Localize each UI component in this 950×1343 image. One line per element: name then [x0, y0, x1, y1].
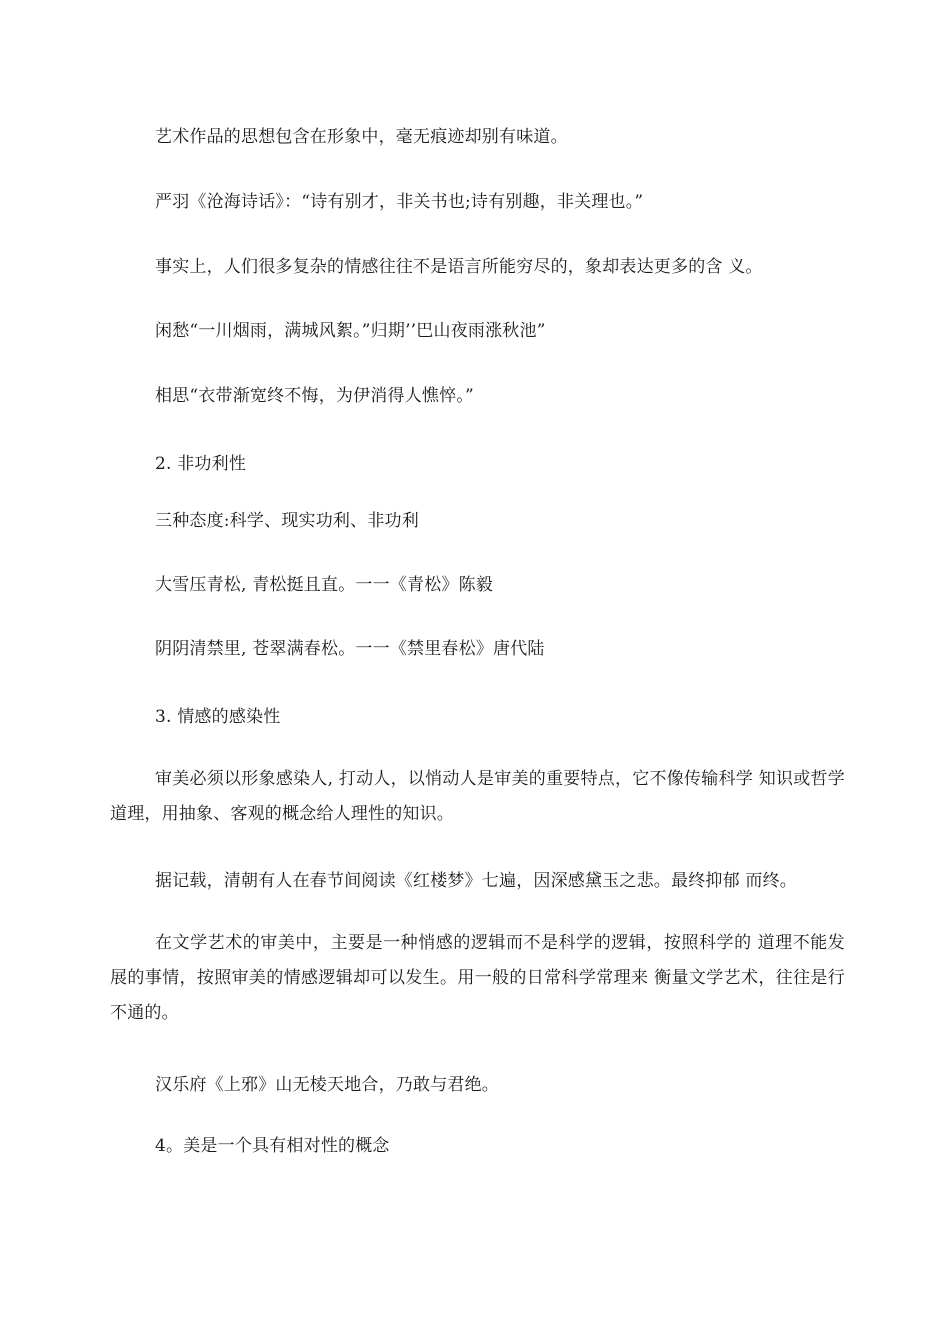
- text-line: 闲愁“一川烟雨，满城风絮。”归期’’巴山夜雨涨秋池”: [155, 321, 546, 341]
- text-line: 事实上，人们很多复杂的情感往往不是语言所能穷尽的，象却表达更多的含 义。: [155, 257, 763, 277]
- text-line: 艺术作品的思想包含在形象中，毫无痕迹却别有味道。: [155, 127, 568, 147]
- paragraph: 审美必须以形象感染人, 打动人，以悄动人是审美的重要特点，它不像传输科学 知识或哲学道理，用抽象、客观的概念给人理性的知识。: [110, 769, 845, 824]
- text-line: 相思“衣带渐宽终不悔，为伊消得人憔悴。”: [155, 386, 474, 406]
- section-heading: 4。美是一个具有相对性的概念: [155, 1136, 390, 1156]
- text-line: 阴阴清禁里, 苍翠满春松。一一《禁里春松》唐代陆: [155, 639, 545, 659]
- text-line: 严羽《沧海诗话》：“诗有别才，非关书也;诗有别趣，非关理也。”: [155, 192, 644, 212]
- text-line: 汉乐府《上邪》山无棱天地合，乃敢与君绝。: [155, 1075, 499, 1095]
- paragraph: 在文学艺术的审美中，主要是一种悄感的逻辑而不是科学的逻辑，按照科学的 道理不能发展的事情，按照审美的情感逻辑却可以发生。用一般的日常科学常理来 衡量文学艺术，往往是行不通的。: [110, 933, 845, 1023]
- section-heading: 2. 非功利性: [155, 454, 247, 474]
- text-line: 大雪压青松, 青松挺且直。一一《青松》陈毅: [155, 575, 494, 595]
- text-line: 三种态度:科学、现实功利、非功利: [155, 511, 419, 531]
- paragraph: 据记载，清朝有人在春节间阅读《红楼梦》七遍，因深感黛玉之悲。最终抑郁 而终。: [155, 871, 798, 891]
- section-heading: 3. 情感的感染性: [155, 707, 281, 727]
